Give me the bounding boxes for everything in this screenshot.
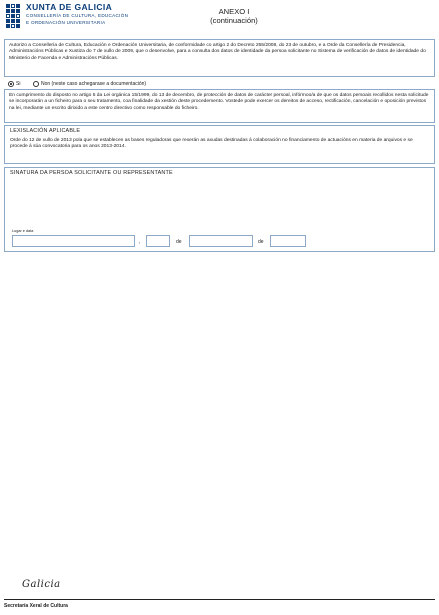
option-yes-label: Si xyxy=(16,81,21,87)
year-field[interactable] xyxy=(270,235,306,247)
de-separator-1: de xyxy=(176,239,182,245)
logo-department-line1: CONSELLERÍA DE CULTURA, EDUCACIÓN xyxy=(26,13,129,18)
galicia-footer-logo: Galicia xyxy=(22,579,61,590)
radio-no-icon[interactable] xyxy=(33,81,39,87)
signature-box xyxy=(4,167,435,252)
xunta-logo xyxy=(4,2,154,36)
annex-subtitle: (continuación) xyxy=(210,16,258,25)
annex-title: ANEXO I xyxy=(218,7,250,16)
logo-department-line2: E ORDENACIÓN UNIVERSITARIA xyxy=(26,20,106,25)
day-field[interactable] xyxy=(146,235,170,247)
radio-yes-icon[interactable] xyxy=(8,81,14,87)
galicia-cross-icon xyxy=(4,3,22,31)
option-yes[interactable] xyxy=(8,80,20,88)
option-no[interactable] xyxy=(33,80,146,88)
signature-title: SINATURA DA PERSOA SOLICITANTE OU REPRESENTANTE xyxy=(10,170,173,176)
place-date-label: Lugar e data xyxy=(12,229,34,233)
logo-title: XUNTA DE GALICIA xyxy=(26,2,113,12)
place-field[interactable] xyxy=(12,235,135,247)
document-header xyxy=(4,2,435,36)
authorization-options xyxy=(8,80,308,88)
authorization-text: Autorizo a Consellería de Cultura, Educación e Ordenación Universitaria, de conformidade co artigo 2 do Decreto 255/2008, do 23 de outubro, e a Orde da Consellería de Presidencia, Administracións Públicas e Xustiza do 7 de xullo de 2009, que o desenvolve, para a consulta dos datos de identidade da persoa solicitante no Sistema de verificación de datos de identidade do Ministerio de Facenda e Administracións Públicas. xyxy=(9,43,426,61)
footer-divider xyxy=(4,599,435,600)
privacy-box xyxy=(4,89,435,123)
footer-department: Secretaría Xeral de Cultura xyxy=(4,603,68,609)
annex-heading xyxy=(194,7,274,25)
comma-separator: , xyxy=(139,239,141,245)
privacy-text: En cumprimento do disposto no artigo 5 da Lei orgánica 15/1999, do 13 de decembro, de protección de datos de carácter persoal, infórmoo/a de que os datos persoais recollidos nesta solicitude se incorporarán a un ficheiro para o seu tratamento, coa finalidade da xestión deste procedemento. Vostede pode exercer os dereitos de acceso, rectificación, cancelación e oposición previstos na lei, mediante un escrito dirixido a este centro directivo como responsable do ficheiro. xyxy=(9,93,429,111)
legislation-title: LEXISLACIÓN APLICABLE xyxy=(10,128,81,134)
legislation-box xyxy=(4,125,435,164)
legislation-text: Orde do 12 de xullo de 2013 pola que se establecen as bases reguladoras que rexerán as axudas destinadas á colaboración no financiamento de actuacións en materia de arquivos e se procede á súa convocatoria para os anos 2013-2014. xyxy=(10,138,413,150)
authorization-box xyxy=(4,39,435,77)
option-no-label: Non (neste caso achegarase a documentación) xyxy=(41,81,147,87)
de-separator-2: de xyxy=(258,239,264,245)
month-field[interactable] xyxy=(189,235,253,247)
